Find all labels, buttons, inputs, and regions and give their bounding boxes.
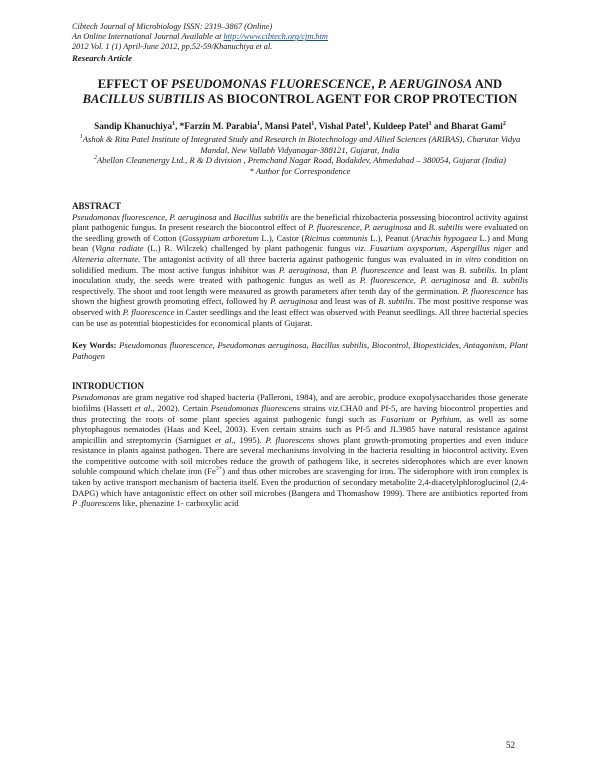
journal-url-link[interactable]: http://www.cibtech.org/cjm.htm: [223, 32, 328, 42]
affiliations: [72, 134, 528, 176]
author: Sandip Khanuchiya: [94, 121, 173, 132]
affiliation-2: $^2$Abellon Cleanenergy Ltd., R & D division , Premchand Nagar Road, Bodakdev, Ahmedabad – 380054, Gujarat (India): [93, 155, 507, 166]
abstract-heading: ABSTRACT: [72, 200, 122, 211]
paper-title: EFFECT OF PSEUDOMONAS FLUORESCENCE, P. AERUGINOSA AND BACILLUS SUBTILIS AS BIOCONTROL AGENT FOR CROP PROTECTION: [82, 76, 518, 106]
journal-header: [72, 22, 528, 64]
author: Kuldeep Patel: [373, 121, 429, 132]
introduction-heading: INTRODUCTION: [72, 381, 145, 392]
author: *Farzin M. Parabia: [179, 121, 257, 132]
journal-name: Cibtech Journal of Microbiology ISSN: 2319–3867 (Online): [72, 22, 273, 31]
abstract-text: Pseudomonas fluorescence, P. aeruginosa and Bacillus subtilis are the beneficial rhizobacteria possessing biocontrol activity against plant pathogenic fungus. In present research the biocontrol effect of P. fluorescence, P. aeruginosa and B. subtilis were evaluated on the seedling growth of Cotton (Gossypium arboretum L.), Castor (Ricinus communis L.), Peanut (Arachis hypogaea L.) and Mung bean (Vigna radiate (L.) R. Wilczek) challenged by plant pathogenic fungus viz. Fusarium oxysporum, Aspergillus niger and Alteneria alternate. The antagonist activity of all three bacteria against pathogenic fungus was evaluated in in vitro condition on solidified medium. The most active fungus inhibitor was P. aeruginosa, than P. fluorescence and least was B. subtilis. In plant inoculation study, the seeds were treated with pathogenic fungus as well as P. fluorescence, P. aeruginosa and B. subtilis respectively. The shoot and root length were measured as growth parameters after tenth day of the germination. P. fluorescence has shown the highest growth promoting effect, followed by P. aeruginosa and least was of B. subtilis. The most positive response was observed with P. fluorescence in Caster seedlings and the least effect was observed with Peanut seedlings. All three bacterial species can be use as potential biopesticides for economical plants of Gujarat.: [72, 211, 529, 328]
keywords-label: Key Words:: [72, 340, 117, 351]
keywords-list: Pseudomonas fluorescence, Pseudomonas aeruginosa, Bacillus subtilis, Biocontrol, Biopesticides, Antagonism, Plant Pathogen: [72, 340, 528, 361]
author: Mansi Patel: [264, 121, 312, 132]
paper-page: [72, 22, 528, 509]
page-number: 52: [506, 740, 515, 750]
article-type: Research Article: [72, 52, 133, 63]
journal-availability: An Online International Journal Available at http://www.cibtech.org/cjm.htm: [72, 32, 328, 42]
author-list: Sandip Khanuchiya$^1$, *Farzin M. Parabia$^1$, Mansi Patel$^1$, Vishal Patel$^1$, Kuldeep Patel$^1$ and Bharat Gami$^2$: [94, 120, 506, 132]
affiliation-1: $^1$Ashok & Rita Patel Institute of Integrated Study and Research in Biotechnology and Allied Sciences (ARIBAS), Charutar Vidya Mandal, New Vallabh Vidyanagar-388121, Gujarat, India: [79, 134, 521, 155]
introduction-text: Pseudomonas are gram negative rod shaped bacteria (Palleroni, 1984), and are aerobic, produce exopolysaccharides those generate biofilms (Hassett et al., 2002). Certain Pseudomonas fluorescens strains viz.CHA0 and Pf-5, are having biocontrol properties and thus protecting the roots of some plant species against pathogenic fungi such as Fusarium or Pythium, as well as some phytophagous nematodes (Haas and Keel, 2003). Even certain strains such as Pf-5 and JL3985 have natural resistance against ampicillin and streptomycin (Sarniguet et al., 1995). P. fluorescens shows plant growth-promoting properties and even induce resistance in plants against pathogen. There are several mechanisms involving in the bacteria resulting in biocontrol activity. Even the competitive outcome with soil microbes reduce the growth of pathogens like, it secretes siderophores which are ever known soluble compound which chelate iron $(Fe^{3+})$ and thus other microbes are scavenging for iron. The siderophore with iron complex is taken by active transport mechanism of bacteria itself. Even the production of secondary metabolite 2,4-diacetylphloroglucinol (2,4-DAPG) which have antagonistic effect on other soil microbes (Bangera and Thomashow 1999). There are antibiotics reported from P .fluorescens like, phenazine 1- carboxylic acid: [72, 392, 529, 509]
author: Bharat Gami: [451, 121, 503, 132]
correspondence-note: * Author for Correspondence: [249, 166, 351, 176]
journal-volume: 2012 Vol. 1 (1) April-June 2012, pp.52-59/Khanuchiya et al.: [72, 42, 273, 52]
author: Vishal Patel: [318, 121, 366, 132]
keywords: [72, 340, 528, 361]
